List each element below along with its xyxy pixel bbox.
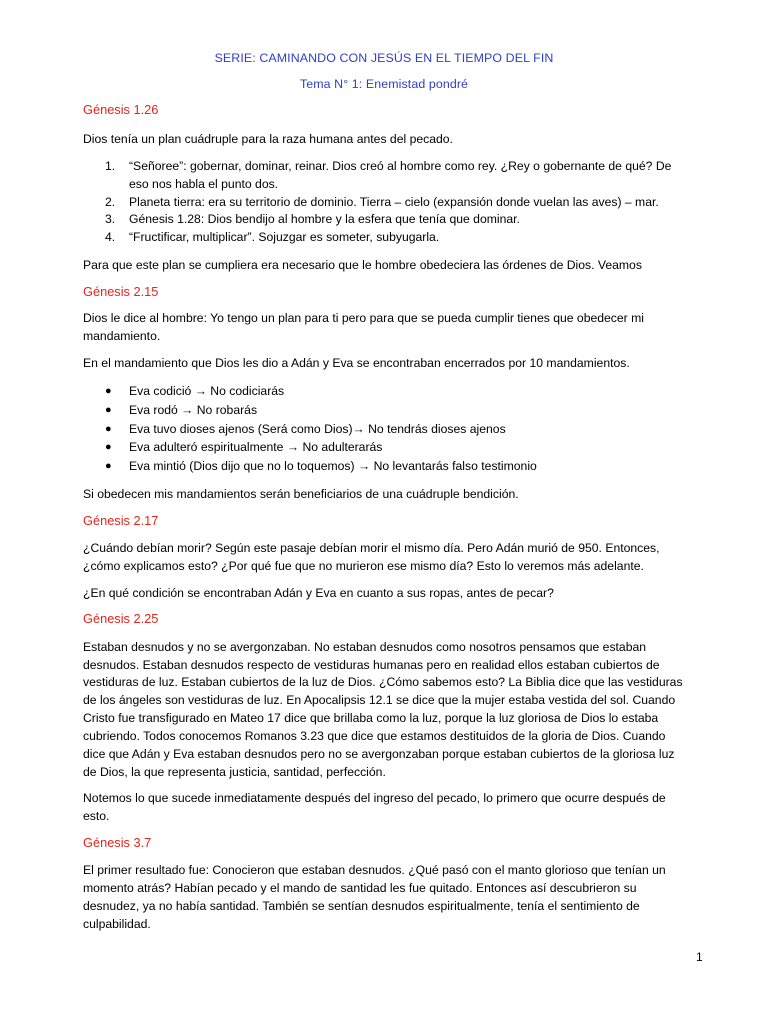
scripture-reference: Génesis 2.25 — [83, 611, 159, 626]
scripture-reference: Génesis 2.17 — [83, 513, 159, 528]
list-item: Eva adulteró espiritualmente → No adulterarás — [129, 440, 383, 454]
paragraph-line: El primer resultado fue: Conocieron que estaban desnudos. ¿Qué pasó con el manto glorioso que tenían un — [83, 863, 666, 877]
paragraph-line: dice que Adán y Eva estaban desnudos pero no se avergonzaban porque estaban cubiertos de la gloriosa luz — [83, 747, 675, 761]
arrow-right-icon: → — [286, 440, 300, 454]
list-item: Planeta tierra: era su territorio de dominio. Tierra – cielo (expansión donde vuelan las aves) – mar. — [129, 195, 659, 209]
bullet-icon: ● — [105, 441, 112, 453]
list-item: Génesis 1.28: Dios bendijo al hombre y la esfera que tenía que dominar. — [129, 212, 520, 226]
paragraph: ¿Cuándo debían morir? Según este pasaje debían morir el mismo día. Pero Adán murió de 950. Entonces, — [83, 541, 660, 555]
paragraph: Dios le dice al hombre: Yo tengo un plan para ti pero para que se pueda cumplir tienes que obedecer mi — [83, 311, 644, 325]
scripture-reference: Génesis 3.7 — [83, 835, 152, 850]
arrow-right-icon: → — [194, 384, 207, 398]
list-item: Eva mintió (Dios dijo que no lo toquemos) → No levantarás falso testimonio — [129, 459, 537, 473]
page-number: 1 — [696, 950, 703, 964]
paragraph: Dios tenía un plan cuádruple para la raza humana antes del pecado. — [83, 132, 453, 146]
series-title: SERIE: CAMINANDO CON JESÚS EN EL TIEMPO DEL FIN — [214, 51, 554, 65]
paragraph-line: Cristo fue transfigurado en Mateo 17 dice que brillaba como la luz, porque la luz gloriosa de Dios lo estaba — [83, 711, 659, 725]
paragraph: Notemos lo que sucede inmediatamente después del ingreso del pecado, lo primero que ocurre después de — [83, 791, 666, 805]
list-marker: 1. — [105, 159, 116, 173]
bullet-icon: ● — [105, 460, 112, 472]
arrow-right-icon: → — [181, 403, 194, 417]
paragraph-continuation: mandamiento. — [83, 329, 161, 343]
paragraph-line: de Dios, la que representa justicia, santidad, perfección. — [83, 765, 386, 779]
topic-title: Tema N° 1: Enemistad pondré — [299, 77, 469, 91]
paragraph-continuation: esto. — [83, 809, 110, 823]
bullet-icon: ● — [105, 404, 112, 416]
list-marker: 4. — [105, 230, 116, 244]
list-item: Eva rodó → No robarás — [129, 403, 258, 417]
paragraph-line: de los ángeles son vestiduras de luz. En Apocalipsis 12.1 se dice que la mujer estaba vestida del sol. Cuando — [83, 693, 676, 707]
paragraph-continuation: ¿cómo explicamos esto? ¿Por qué fue que no murieron ese mismo día? Esto lo veremos más adelante. — [83, 559, 644, 573]
paragraph: Para que este plan se cumpliera era necesario que le hombre obedeciera las órdenes de Dios. Veamos — [83, 258, 642, 272]
bullet-icon: ● — [105, 385, 112, 397]
list-item: “Señoree”: gobernar, dominar, reinar. Dios creó al hombre como rey. ¿Rey o gobernante de qué? De — [129, 159, 672, 173]
paragraph-line: cubriendo. Todos conocemos Romanos 3.23 que dice que estamos destituidos de la gloria de Dios. Cuando — [83, 729, 666, 743]
list-item: Eva tuvo dioses ajenos (Será como Dios)→ No tendrás dioses ajenos — [129, 422, 506, 436]
arrow-right-icon: → — [357, 459, 371, 473]
bullet-icon: ● — [105, 423, 112, 435]
list-item: Eva codició → No codiciarás — [129, 384, 285, 398]
paragraph-line: momento atrás? Habían pecado y el mando de santidad les fue quitado. Entonces así descubrieron su — [83, 881, 637, 895]
list-marker: 2. — [105, 195, 116, 209]
list-item-continuation: eso nos habla el punto dos. — [129, 177, 279, 191]
list-marker: 3. — [105, 212, 116, 226]
paragraph-line: culpabilidad. — [83, 917, 151, 931]
paragraph: ¿En qué condición se encontraban Adán y Eva en cuanto a sus ropas, antes de pecar? — [83, 586, 554, 600]
paragraph: En el mandamiento que Dios les dio a Adán y Eva se encontraban encerrados por 10 mandamientos. — [83, 356, 630, 370]
paragraph: Si obedecen mis mandamientos serán beneficiarios de una cuádruple bendición. — [83, 487, 519, 501]
paragraph-line: vestiduras de luz. Estaban cubiertos de la luz de Dios. ¿Cómo sabemos esto? La Biblia dice que las vestiduras — [83, 675, 683, 689]
arrow-right-icon: → — [352, 422, 365, 436]
list-item: “Fructificar, multiplicar”. Sojuzgar es someter, subyugarla. — [129, 230, 440, 244]
scripture-reference: Génesis 2.15 — [83, 284, 159, 299]
paragraph-line: Estaban desnudos y no se avergonzaban. No estaban desnudos como nosotros pensamos que estaban — [83, 640, 647, 654]
scripture-reference: Génesis 1.26 — [83, 102, 159, 117]
paragraph-line: desnudez, ya no había santidad. También se sentían desnudos espiritualmente, tenía el sentimiento de — [83, 899, 640, 913]
paragraph-line: desnudos. Estaban desnudos respecto de vestiduras humanas pero en realidad ellos estaban cubiertos de — [83, 658, 660, 672]
